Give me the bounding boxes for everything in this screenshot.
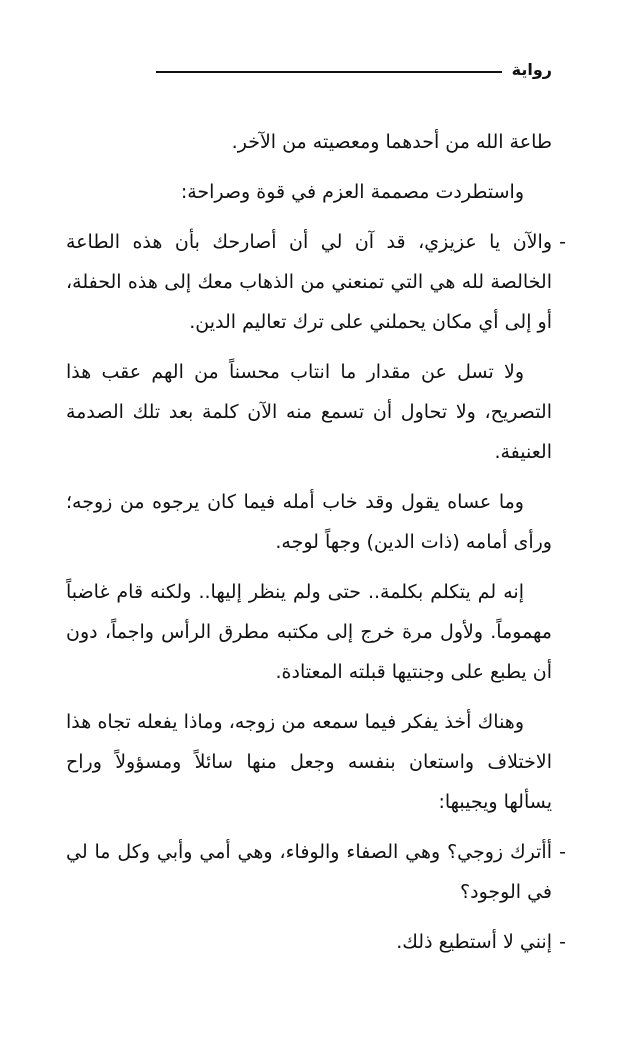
paragraph-4: ولا تسل عن مقدار ما انتاب محسناً من الهم عقب هذا التصريح، ولا تحاول أن تسمع منه الآن كلمة بعد تلك الصدمة العنيفة.	[66, 361, 552, 463]
dialogue-text: إنني لا أستطيع ذلك.	[396, 931, 552, 953]
page-header	[156, 62, 552, 78]
dialogue-line-1	[66, 222, 566, 342]
paragraph-7: وهناك أخذ يفكر فيما سمعه من زوجه، وماذا يفعله تجاه هذا الاختلاف واستعان بنفسه وجعل منها سائلاً ومسؤولاً وراح يسألها ويجيبها:	[66, 711, 552, 813]
paragraph-2: واستطردت مصممة العزم في قوة وصراحة:	[180, 181, 524, 203]
dialogue-text: والآن يا عزيزي، قد آن لي أن أصارحك بأن هذه الطاعة الخالصة لله هي التي تمنعني من الذهاب معك إلى هذه الحفلة، أو إلى أي مكان يحملني على ترك تعاليم الدين.	[66, 231, 552, 333]
body-text	[66, 122, 566, 972]
running-title: رواية	[511, 60, 552, 79]
dialogue-line-3	[66, 922, 566, 962]
header-rule	[156, 71, 502, 73]
paragraph-5: وما عساه يقول وقد خاب أمله فيما كان يرجوه من زوجه؛ ورأى أمامه (ذات الدين) وجهاً لوجه.	[66, 491, 552, 553]
dialogue-text: أأترك زوجي؟ وهي الصفاء والوفاء، وهي أمي وأبي وكل ما لي في الوجود؟	[66, 841, 552, 903]
dialogue-line-2	[66, 832, 566, 912]
dialogue-dash: -	[559, 231, 566, 253]
dialogue-dash: -	[559, 931, 566, 953]
dialogue-dash: -	[559, 841, 566, 863]
paragraph-6: إنه لم يتكلم بكلمة.. حتى ولم ينظر إليها.. ولكنه قام غاضباً مهموماً. ولأول مرة خرج إلى مكتبه مطرق الرأس واجماً، دون أن يطبع على وجنتيها قبلته المعتادة.	[66, 581, 552, 683]
paragraph-1: طاعة الله من أحدهما ومعصيته من الآخر.	[231, 131, 552, 153]
